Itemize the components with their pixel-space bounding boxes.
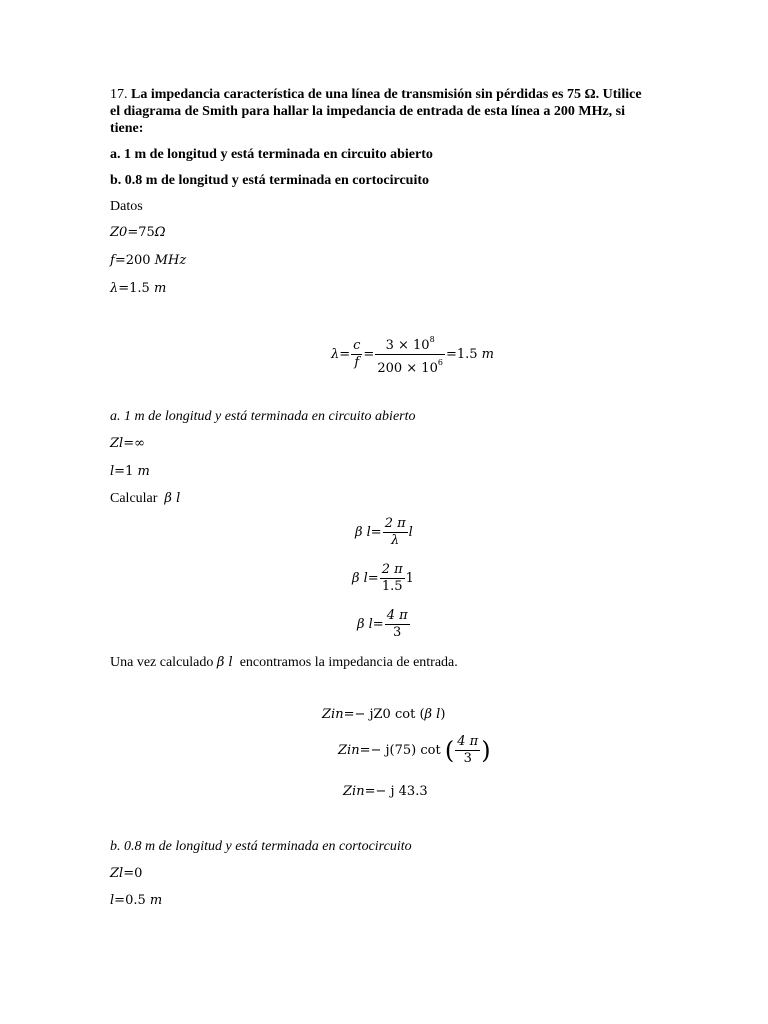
problem-statement-3: tiene:: [110, 121, 144, 136]
problem-statement-2: el diagrama de Smith para hallar la impedancia de entrada de esta línea a 200 MHz, si: [110, 104, 626, 119]
lambda-eq-lhs: λ=: [331, 347, 351, 362]
beta-eq-2-den: 1.5: [381, 579, 403, 594]
section-b-title: b. 0.8 m de longitud y está terminada en cortocircuito: [110, 839, 412, 854]
beta-eq-3-num: 4 π: [386, 608, 408, 623]
b-zl-rhs: =0: [123, 866, 143, 881]
section-a-title: a. 1 m de longitud y está terminada en circuito abierto: [110, 409, 416, 424]
b-l-lhs: l: [110, 893, 115, 908]
zin-eq-2-frac: [455, 734, 480, 767]
una-vez-text-2: encontramos la impedancia de entrada.: [239, 655, 458, 670]
section-a-l: [110, 463, 150, 480]
zin-eq-2-cot: cot: [420, 743, 441, 758]
zin-eq-3-rhs: =− j 43.3: [364, 784, 428, 799]
section-a-calcular: [110, 490, 180, 507]
beta-eq-2-tail: 1: [405, 571, 414, 586]
b-l-unit: m: [149, 893, 163, 908]
zin-eq-1-lhs: Zin: [322, 707, 344, 722]
lambda-lhs: λ: [110, 281, 119, 296]
beta-eq-2-lhs: β l=: [352, 571, 379, 586]
lambda-frac-c-f: [351, 338, 362, 371]
frac-den-values: [375, 355, 445, 377]
l-rhs: =1: [114, 464, 134, 479]
zin-eq-2-paren-left: (: [444, 736, 455, 765]
datos-lambda: [110, 280, 166, 297]
section-b-l: [110, 892, 162, 909]
zin-eq-3: [343, 784, 428, 799]
una-vez-beta-l: β l: [216, 655, 233, 670]
f-rhs: =200: [114, 253, 151, 268]
beta-eq-1: [355, 516, 413, 549]
datos-f: [110, 252, 186, 269]
z0-rhs: =75: [127, 225, 155, 240]
beta-eq-3-den: 3: [393, 625, 402, 640]
zin-eq-2: [338, 734, 491, 767]
zin-eq-2-num: 4 π: [457, 734, 479, 749]
problem-part-b: b. 0.8 m de longitud y está terminada en cortocircuito: [110, 173, 429, 188]
calcular-label: Calcular: [110, 491, 158, 506]
problem-statement-line-1: [110, 86, 642, 103]
lambda-rhs: =1.5: [118, 281, 150, 296]
z0-unit: Ω: [154, 225, 166, 240]
beta-eq-3: [357, 608, 411, 641]
una-vez-text-1: Una vez calculado: [110, 655, 214, 670]
beta-eq-1-tail: l: [408, 525, 413, 540]
b-l-rhs: =0.5: [114, 893, 146, 908]
zin-eq-1: [322, 707, 445, 722]
b-zl-lhs: Zl: [110, 866, 124, 881]
frac-num-values: [375, 332, 445, 355]
una-vez-line: [110, 654, 458, 671]
frac-num-c: c: [353, 338, 361, 353]
zin-eq-2-rhs: =− j: [359, 743, 390, 758]
beta-eq-1-num: 2 π: [384, 516, 406, 531]
beta-eq-3-lhs: β l=: [357, 617, 384, 632]
den-base: 200 × 10: [377, 361, 438, 376]
lambda-eq-equals: =: [363, 347, 375, 362]
section-a-zl: [110, 435, 145, 452]
frac-den-f: f: [354, 355, 360, 370]
beta-eq-1-den: λ: [391, 533, 400, 548]
num-base: 3 × 10: [385, 338, 430, 353]
zin-eq-1-beta-l: β l: [424, 707, 441, 722]
lambda-unit: m: [153, 281, 167, 296]
beta-eq-1-lhs: β l=: [355, 525, 382, 540]
beta-eq-2-num: 2 π: [381, 562, 403, 577]
zl-lhs: Zl: [110, 436, 124, 451]
lambda-equation: [331, 332, 494, 377]
zin-eq-1-arg: (β l): [419, 707, 446, 722]
zin-eq-3-lhs: Zin: [343, 784, 365, 799]
f-unit: MHz: [154, 253, 187, 268]
datos-heading: Datos: [110, 199, 143, 214]
section-b-zl: [110, 865, 142, 882]
lambda-eq-unit: m: [481, 347, 494, 362]
zin-eq-2-z-value: 75: [394, 743, 412, 758]
num-exp: 8: [429, 335, 435, 344]
problem-part-a: a. 1 m de longitud y está terminada en circuito abierto: [110, 147, 433, 162]
zin-eq-2-paren-right: ): [481, 736, 491, 765]
lambda-frac-values: [375, 332, 445, 377]
beta-eq-2-frac: [380, 562, 405, 595]
den-exp: 6: [437, 358, 443, 367]
beta-eq-2: [352, 562, 414, 595]
problem-statement-1: La impedancia característica de una línea de transmisión sin pérdidas es 75 Ω. Utilice: [131, 87, 642, 102]
zin-eq-2-lhs: Zin: [338, 743, 360, 758]
beta-eq-1-frac: [383, 516, 408, 549]
zin-eq-1-rhs: =− jZ0 cot: [343, 707, 416, 722]
l-lhs: l: [110, 464, 115, 479]
zl-rhs: =∞: [123, 436, 145, 451]
calcular-beta-l: β l: [164, 491, 181, 506]
lambda-eq-result: =1.5: [445, 347, 478, 362]
f-lhs: f: [110, 253, 115, 268]
problem-number: 17.: [110, 87, 128, 102]
l-unit: m: [137, 464, 150, 479]
zin-eq-2-z: (75): [389, 743, 417, 758]
datos-z0: [110, 224, 166, 241]
zin-eq-2-den: 3: [463, 751, 472, 766]
z0-lhs: Z0: [110, 225, 128, 240]
beta-eq-3-frac: [385, 608, 410, 641]
